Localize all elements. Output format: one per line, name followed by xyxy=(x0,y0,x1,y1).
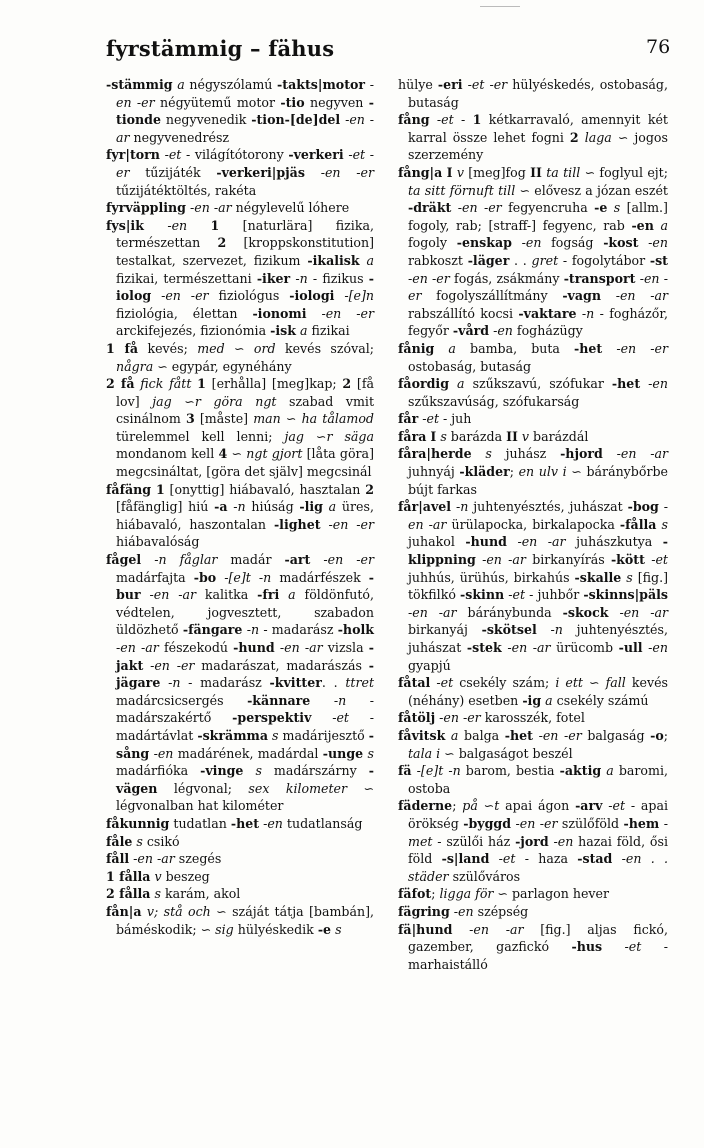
dictionary-entry: fånig a bamba, buta -het -en -er ostobaság, butaság xyxy=(398,340,668,374)
dictionary-entry: fåkunnig tudatlan -het -en tudatlanság xyxy=(106,815,363,831)
dictionary-entry: fåvitsk a balga -het -en -er balgaság -o; tala i ∽ balgaságot beszél xyxy=(398,727,668,761)
dictionary-entry: fåll -en -ar szegés xyxy=(106,851,222,867)
dictionary-entry: 2 fålla s karám, akol xyxy=(106,886,241,902)
dictionary-entry: får -et - juh xyxy=(398,411,472,427)
dictionary-entry: 2 få fick fått 1 [erhålla] [meg]kap; 2 [få lov] jag ∽r göra ngt szabad vmit csinálnom 3 [måste] man ∽ ha tålamod türelemmel kell lenni; jag ∽r säga mondanom kell 4 ∽ ngt gjort [låta göra] megcsináltat, [göra det själv] megcsinál xyxy=(106,376,375,480)
dictionary-entry: fång|a I v [meg]fog II ta till ∽ foglyul ejt; ta sitt förnuft till ∽ elővesz a józan eszét -dräkt -en -er fegyencruha -e s [allm.] fogoly, rab; [straff-] fegyenc, rab -en a fogoly -enskap -en fogság -kost -en rabkoszt -läger . . gret - fogolytábor -st -en -er fogás, zsákmány -transport -en -er fogolyszállítmány -vagn -en -ar rabszállító kocsi -vaktare -n - fogházőr, fegyőr -vård -en fogházügy xyxy=(398,164,669,339)
dictionary-entry: fåra I s barázda II v barázdál xyxy=(398,428,589,444)
dictionary-entry: fäfot; ligga för ∽ parlagon hever xyxy=(398,886,610,902)
left-column xyxy=(106,76,374,938)
dictionary-entry: 1 fålla v beszeg xyxy=(106,868,210,884)
right-column xyxy=(398,76,668,973)
dictionary-entry: fåle s csikó xyxy=(106,833,180,849)
dictionary-entry: fåordig a szűkszavú, szófukar -het -en szűkszavúság, szófukarság xyxy=(398,376,668,409)
running-head: fyrstämmig – fähus xyxy=(106,36,335,61)
dictionary-entry: fån|a v; stå och ∽ száját tátja [bambán], báméskodik; ∽ sig hülyéskedik -e s xyxy=(106,903,375,937)
dictionary-entry: hülye -eri -et -er hülyéskedés, ostobaság, butaság xyxy=(398,77,668,110)
dictionary-entry: fägring -en szépség xyxy=(398,903,529,919)
dictionary-entry: 1 få kevés; med ∽ ord kevés szóval; några ∽ egypár, egynéhány xyxy=(106,340,375,374)
dictionary-entry: fä -[e]t -n barom, bestia -aktig a baromi, ostoba xyxy=(398,763,668,796)
dictionary-entry: fäderne; på ∽t apai ágon -arv -et - apai örökség -byggd -en -er szülőföld -hem -met - szülői ház -jord -en hazai föld, ősi föld -s|land -et - haza -stad -en . . städer szülőváros xyxy=(398,798,668,884)
dictionary-entry: -stämmig a négyszólamú -takts|motor -en -er négyütemű motor -tio negyven -tionde negyvenedik -tion-[de]del -en -ar negyvenedrész xyxy=(106,77,374,145)
dictionary-entry: får|avel -n juhtenyésztés, juhászat -bog -en -ar ürülapocka, birkalapocka -fålla s juhakol -hund -en -ar juhászkutya -klippning -en -ar birkanyírás -kött -et juhhús, ürühús, birkahús -skalle s [fig.] tökfilkó -skinn -et - juhbőr -skinns|päls -en -ar báránybunda -skock -en -ar birkanyáj -skötsel -n juhtenyésztés, juhászat -stek -en -ar ürücomb -ull -en gyapjú xyxy=(398,499,669,673)
dictionary-entry: fåra|herde s juhász -hjord -en -ar juhnyáj -kläder; en ulv i ∽ báránybőrbe bújt farkas xyxy=(398,446,668,497)
dictionary-entry: fåtal -et csekély szám; i ett ∽ fall kevés (néhány) esetben -ig a csekély számú xyxy=(398,675,669,708)
dictionary-entry: fyr|torn -et - világítótorony -verkeri -et -er tűzijáték -verkeri|pjäs -en -er tűzijátéktöltés, rakéta xyxy=(106,147,374,198)
dictionary-entry: fåfäng 1 [onyttig] hiábavaló, hasztalan 2 [fåfänglig] hiú -a -n hiúság -lig a üres, hiábavaló, haszontalan -lighet -en -er hiábavalóság xyxy=(106,481,374,550)
page-number: 76 xyxy=(646,36,671,58)
dictionary-entry: fåtölj -en -er karosszék, fotel xyxy=(398,710,585,726)
dictionary-entry: fyrväppling -en -ar négylevelű lóhere xyxy=(106,200,350,216)
dictionary-entry: fys|ik -en 1 [naturlära] fizika, természettan 2 [kroppskonstitution] testalkat, szervezet, fizikum -ikalisk a fizikai, természettani -iker -n - fizikus -iolog -en -er fiziológus -iologi -[e]n fiziológia, élettan -ionomi -en -er arckifejezés, fizionómia -isk a fizikai xyxy=(106,217,374,339)
dictionary-entry: fågel -n fåglar madár -art -en -er madárfajta -bo -[e]t -n madárfészek -bur -en -ar kalitka -fri a földönfutó, védtelen, jogvesztett, szabadon üldözhető -fängare -n - madarász -holk -en -ar fészekodú -hund -en -ar vizsla -jakt -en -er madarászat, madarászás -jägare -n - madarász -kvitter. . ttret madárcsicsergés -kännare -n - madárszakértő -perspektiv -et - madártávlat -skrämma s madárijesztő -sång -en madárének, madárdal -unge s madárfióka -vinge s madárszárny -vägen légvonal; sex kilometer ∽ légvonalban hat kilométer xyxy=(106,552,374,814)
dictionary-entry: fä|hund -en -ar [fig.] aljas fickó, gazember, gazfickó -hus -et - marhaistálló xyxy=(398,921,668,972)
dictionary-entry: fång -et - 1 kétkarravaló, amennyit két karral össze lehet fogni 2 laga ∽ jogos szerzemény xyxy=(398,112,668,163)
scan-mark xyxy=(480,6,520,7)
